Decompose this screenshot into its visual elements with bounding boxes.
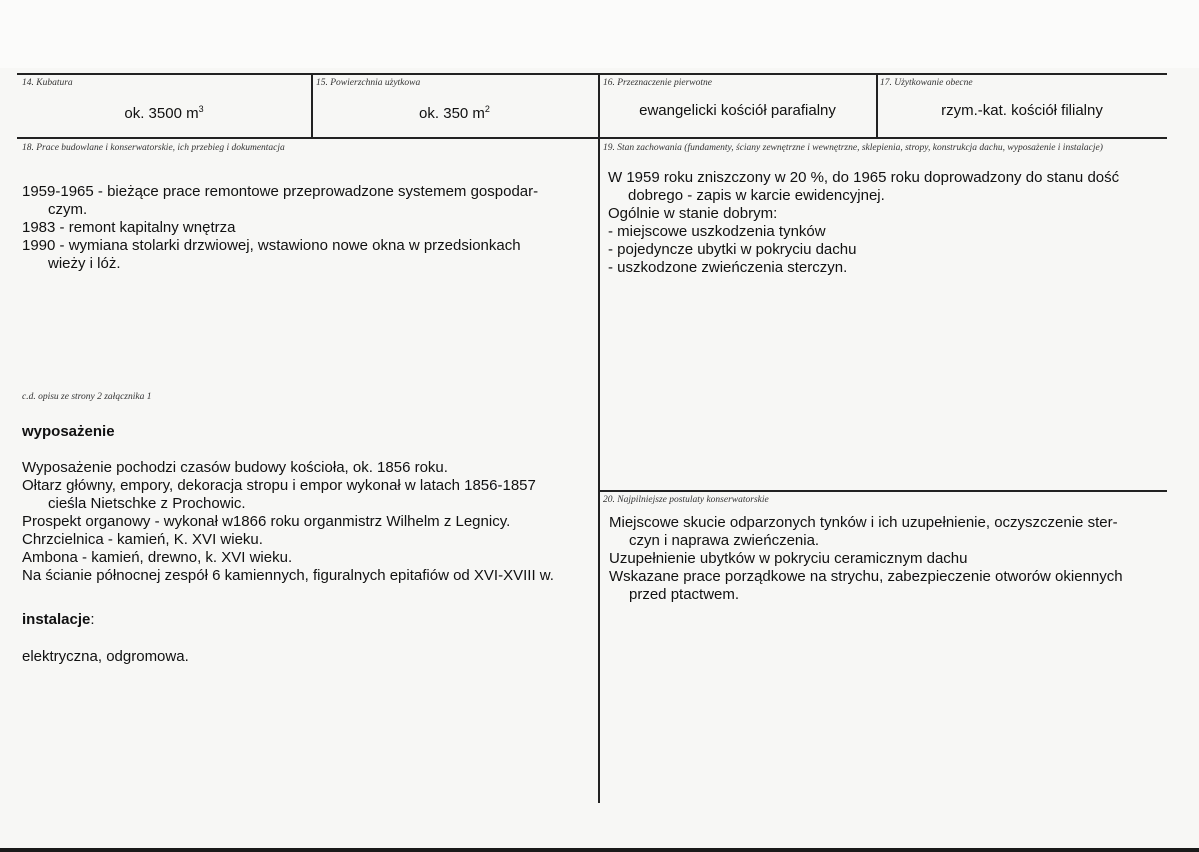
instalacje-value: elektryczna, odgromowa. (22, 648, 189, 665)
powierzchnia-label: 15. Powierzchnia użytkowa (316, 78, 421, 88)
scan-bottom-edge (0, 848, 1199, 852)
prace-line: 1983 - remont kapitalny wnętrza (22, 219, 236, 236)
section-19-20-divider (599, 490, 1167, 492)
wyposazenie-line: Wyposażenie pochodzi czasów budowy kościoła, ok. 1856 roku. (22, 459, 448, 476)
instalacje-heading-row (22, 611, 95, 628)
postulaty-line: przed ptactwem. (629, 586, 740, 603)
prace-line: 1959-1965 - bieżące prace remontowe przeprowadzone systemem gospodar- (22, 183, 539, 200)
postulaty-label: 20. Najpilniejsze postulaty konserwatorskie (603, 495, 769, 505)
przeznaczenie-label: 16. Przeznaczenie pierwotne (603, 78, 712, 88)
stan-line: - pojedyncze ubytki w pokryciu dachu (608, 241, 857, 258)
powierzchnia-value-text: ok. 350 m (419, 105, 485, 122)
stan-line: W 1959 roku zniszczony w 20 %, do 1965 roku doprowadzony do stanu dość (608, 169, 1120, 186)
continuation-note: c.d. opisu ze strony 2 załącznika 1 (22, 392, 152, 402)
kubatura-unit-sup: 3 (198, 104, 204, 114)
postulaty-line: czyn i naprawa zwieńczenia. (629, 532, 820, 549)
header-row-bottom-border (17, 137, 1167, 139)
prace-label: 18. Prace budowlane i konserwatorskie, ich przebieg i dokumentacja (22, 143, 285, 153)
column-divider-main (598, 73, 600, 803)
powierzchnia-unit-sup: 2 (484, 104, 490, 114)
wyposazenie-line: Na ścianie północnej zespół 6 kamiennych, figuralnych epitafiów od XVI-XVIII w. (22, 567, 554, 584)
instalacje-colon: : (90, 611, 95, 628)
stan-text (608, 169, 1160, 277)
wyposazenie-text (22, 459, 592, 585)
stan-line: Ogólnie w stanie dobrym: (608, 205, 778, 222)
wyposazenie-line: Ołtarz główny, empory, dekoracja stropu i empor wykonał w latach 1856-1857 (22, 477, 536, 494)
kubatura-label: 14. Kubatura (22, 78, 73, 88)
wyposazenie-line: Prospekt organowy - wykonał w1866 roku organmistrz Wilhelm z Legnicy. (22, 513, 511, 530)
postulaty-text (609, 514, 1161, 604)
wyposazenie-line: cieśla Nietschke z Prochowic. (48, 495, 246, 512)
prace-line: 1990 - wymiana stolarki drzwiowej, wstawiono nowe okna w przedsionkach (22, 237, 521, 254)
wyposazenie-line: Chrzcielnica - kamień, K. XVI wieku. (22, 531, 263, 548)
instalacje-heading: instalacje (22, 611, 91, 628)
wyposazenie-heading: wyposażenie (22, 423, 115, 440)
stan-line: dobrego - zapis w karcie ewidencyjnej. (628, 187, 885, 204)
kubatura-value (17, 105, 311, 122)
table-top-border (17, 73, 1167, 75)
przeznaczenie-value: ewangelicki kościół parafialny (639, 102, 836, 119)
prace-text (22, 183, 592, 273)
prace-line: czym. (48, 201, 88, 218)
uzytkowanie-value: rzym.-kat. kościół filialny (941, 102, 1103, 119)
postulaty-line: Uzupełnienie ubytków w pokryciu ceramicznym dachu (609, 550, 968, 567)
stan-label: 19. Stan zachowania (fundamenty, ściany zewnętrzne i wewnętrzne, sklepienia, stropy, konstrukcja dachu, wyposażenie i instalacje) (603, 143, 1103, 153)
stan-line: - uszkodzone zwieńczenia sterczyn. (608, 259, 848, 276)
page-top-margin (0, 0, 1199, 68)
kubatura-value-text: ok. 3500 m (124, 105, 199, 122)
uzytkowanie-label: 17. Użytkowanie obecne (880, 78, 973, 88)
powierzchnia-value (311, 105, 598, 122)
stan-line: - miejscowe uszkodzenia tynków (608, 223, 826, 240)
wyposazenie-line: Ambona - kamień, drewno, k. XVI wieku. (22, 549, 293, 566)
postulaty-line: Wskazane prace porządkowe na strychu, zabezpieczenie otworów okiennych (609, 568, 1123, 585)
postulaty-line: Miejscowe skucie odparzonych tynków i ich uzupełnienie, oczyszczenie ster- (609, 514, 1118, 531)
prace-line: wieży i lóż. (48, 255, 121, 272)
